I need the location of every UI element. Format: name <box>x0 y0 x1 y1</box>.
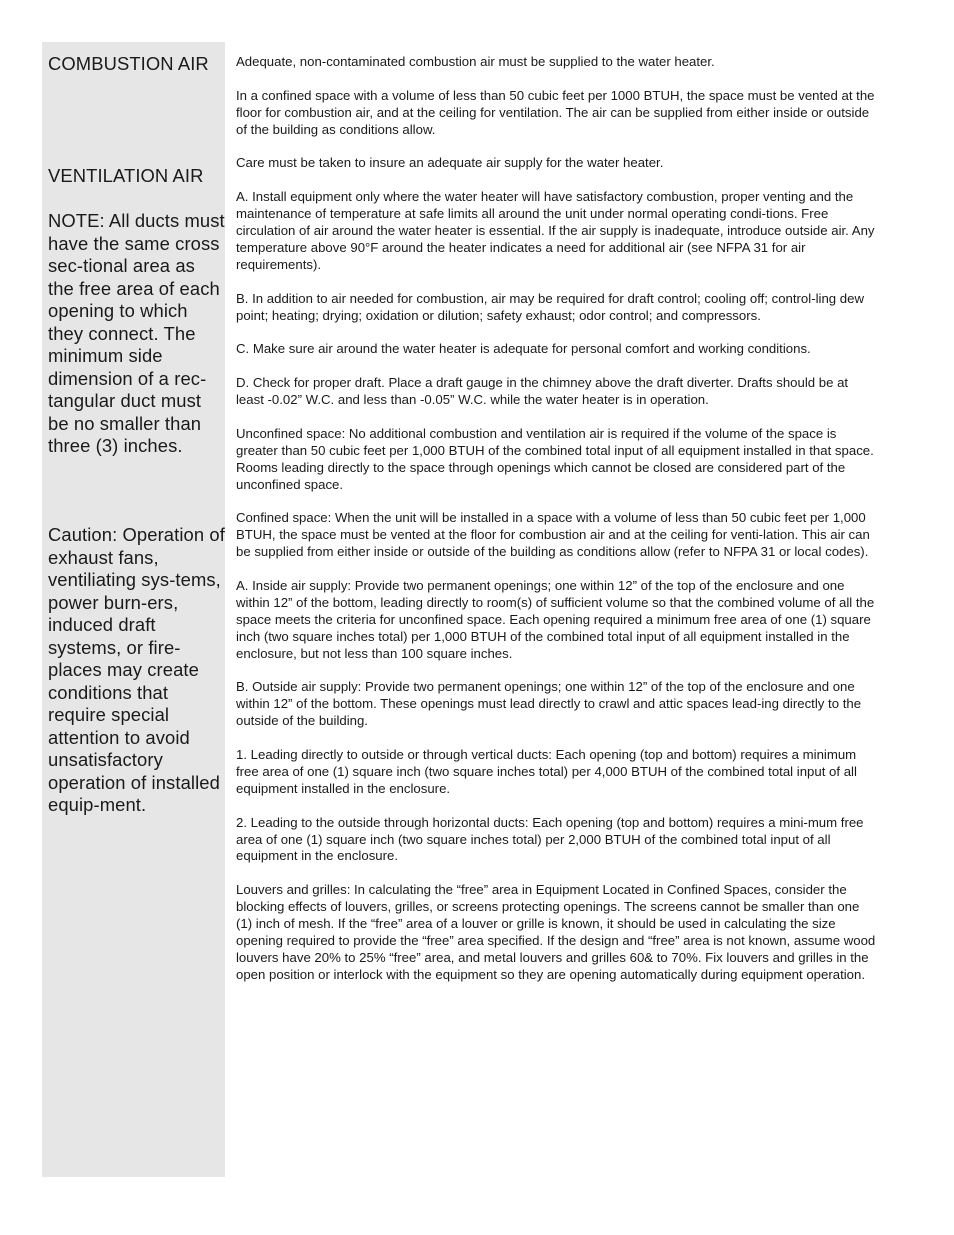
paragraph-item-c-comfort: C. Make sure air around the water heater is adequate for personal comfort and working conditions. <box>236 341 811 357</box>
duct-note: NOTE: All ducts must have the same cross sec-tional area as the free area of each opening to which they connect. The minimum side dimension of a rec-tangular duct must be no smaller than three (3) inches. <box>48 210 225 456</box>
paragraph-vertical-ducts: 1. Leading directly to outside or through vertical ducts: Each opening (top and bottom) requires a minimum free area of one (1) square inch (two square inches total) per 4,000 BTUH of the combined total input of all equipment installed in the enclosure. <box>236 746 857 796</box>
ventilation-air-heading: VENTILATION AIR <box>48 165 204 186</box>
paragraph-care: Care must be taken to insure an adequate air supply for the water heater. <box>236 155 664 171</box>
combustion-air-heading: COMBUSTION AIR <box>48 53 209 74</box>
paragraph-inside-air-supply: A. Inside air supply: Provide two permanent openings; one within 12” of the top of the enclosure and one within 12” of the bottom, leading directly to room(s) of sufficient volume so that the combined volume of all the space meets the criteria for unconfined space. Each opening required a minimum free area of one (1) square inch (two square inches total) per 1,000 BTUH of the combined total input of all equipment installed in the enclosure, but not less than 100 square inches. <box>236 577 875 661</box>
paragraph-louvers-grilles: Louvers and grilles: In calculating the “free” area in Equipment Located in Confined Spaces, consider the blocking effects of louvers, grilles, or screens protecting openings. The screens cannot be smaller than one (1) inch of mesh. If the “free” area of a louver or grille is known, it should be used in calculating the size opening required to provide the “free” area specified. If the design and “free” area is not known, assume wood louvers have 20% to 25% “free” area, and metal louvers and grilles 60& to 70%. Fix louvers and grilles in the open position or interlock with the equipment so they are opening automatically during equipment operation. <box>236 882 876 982</box>
paragraph-intro: Adequate, non-contaminated combustion air must be supplied to the water heater. <box>236 54 715 69</box>
paragraph-item-a-install: A. Install equipment only where the water heater will have satisfactory combustion, proper venting and the maintenance of temperature at safe limits all around the unit under normal operating condi-tions. Free circulation of air around the water heater is essential. If the air supply is inadequate, introduce outside air. Any temperature above 90°F around the heater indicates a need for additional air (see NFPA 31 for air requirements). <box>236 189 875 272</box>
paragraph-confined-summary: In a confined space with a volume of less than 50 cubic feet per 1000 BTUH, the space must be vented at the floor for combustion air, and at the ceiling for ventilation. The air can be supplied from either inside or outside of the building as conditions allow. <box>236 87 875 137</box>
main-text-column <box>236 54 876 984</box>
paragraph-item-d-draft: D. Check for proper draft. Place a draft gauge in the chimney above the draft diverter. Drafts should be at least -0.02” W.C. and less than -0.05” W.C. while the water heater is in operation. <box>236 375 849 408</box>
paragraph-outside-air-supply: B. Outside air supply: Provide two permanent openings; one within 12” of the top of the enclosure and one within 12” of the bottom. These openings must lead directly to crawl and attic spaces lead-ing directly to the outside of the building. <box>236 679 862 729</box>
paragraph-unconfined-space: Unconfined space: No additional combustion and ventilation air is required if the volume of the space is greater than 50 cubic feet per 1,000 BTUH of the combined total input of all equipment installed in that space. Rooms leading directly to the space through openings which cannot be closed are considered part of the unconfined space. <box>236 425 874 492</box>
paragraph-horizontal-ducts: 2. Leading to the outside through horizontal ducts: Each opening (top and bottom) requires a mini-mum free area of one (1) square inch (two square inches total) per 2,000 BTUH of the combined total input of all equipment in the enclosure. <box>236 814 864 864</box>
caution-note: Caution: Operation of exhaust fans, ventiliating sys-tems, power burn-ers, induced draft systems, or fire-places may create conditions that require special attention to avoid unsatisfactory operation of installed equip-ment. <box>48 524 225 815</box>
paragraph-confined-space: Confined space: When the unit will be installed in a space with a volume of less than 50 cubic feet per 1,000 BTUH, the space must be vented at the floor for combustion air and at the ceiling for venti-lation. This air can be supplied from either inside or outside of the building as conditions allow (refer to NFPA 31 or local codes). <box>236 510 870 560</box>
paragraph-item-b-air-needs: B. In addition to air needed for combustion, air may be required for draft control; cooling off; control-ling dew point; heating; drying; oxidation or dilution; safety exhaust; odor control; and compressors. <box>236 290 864 323</box>
